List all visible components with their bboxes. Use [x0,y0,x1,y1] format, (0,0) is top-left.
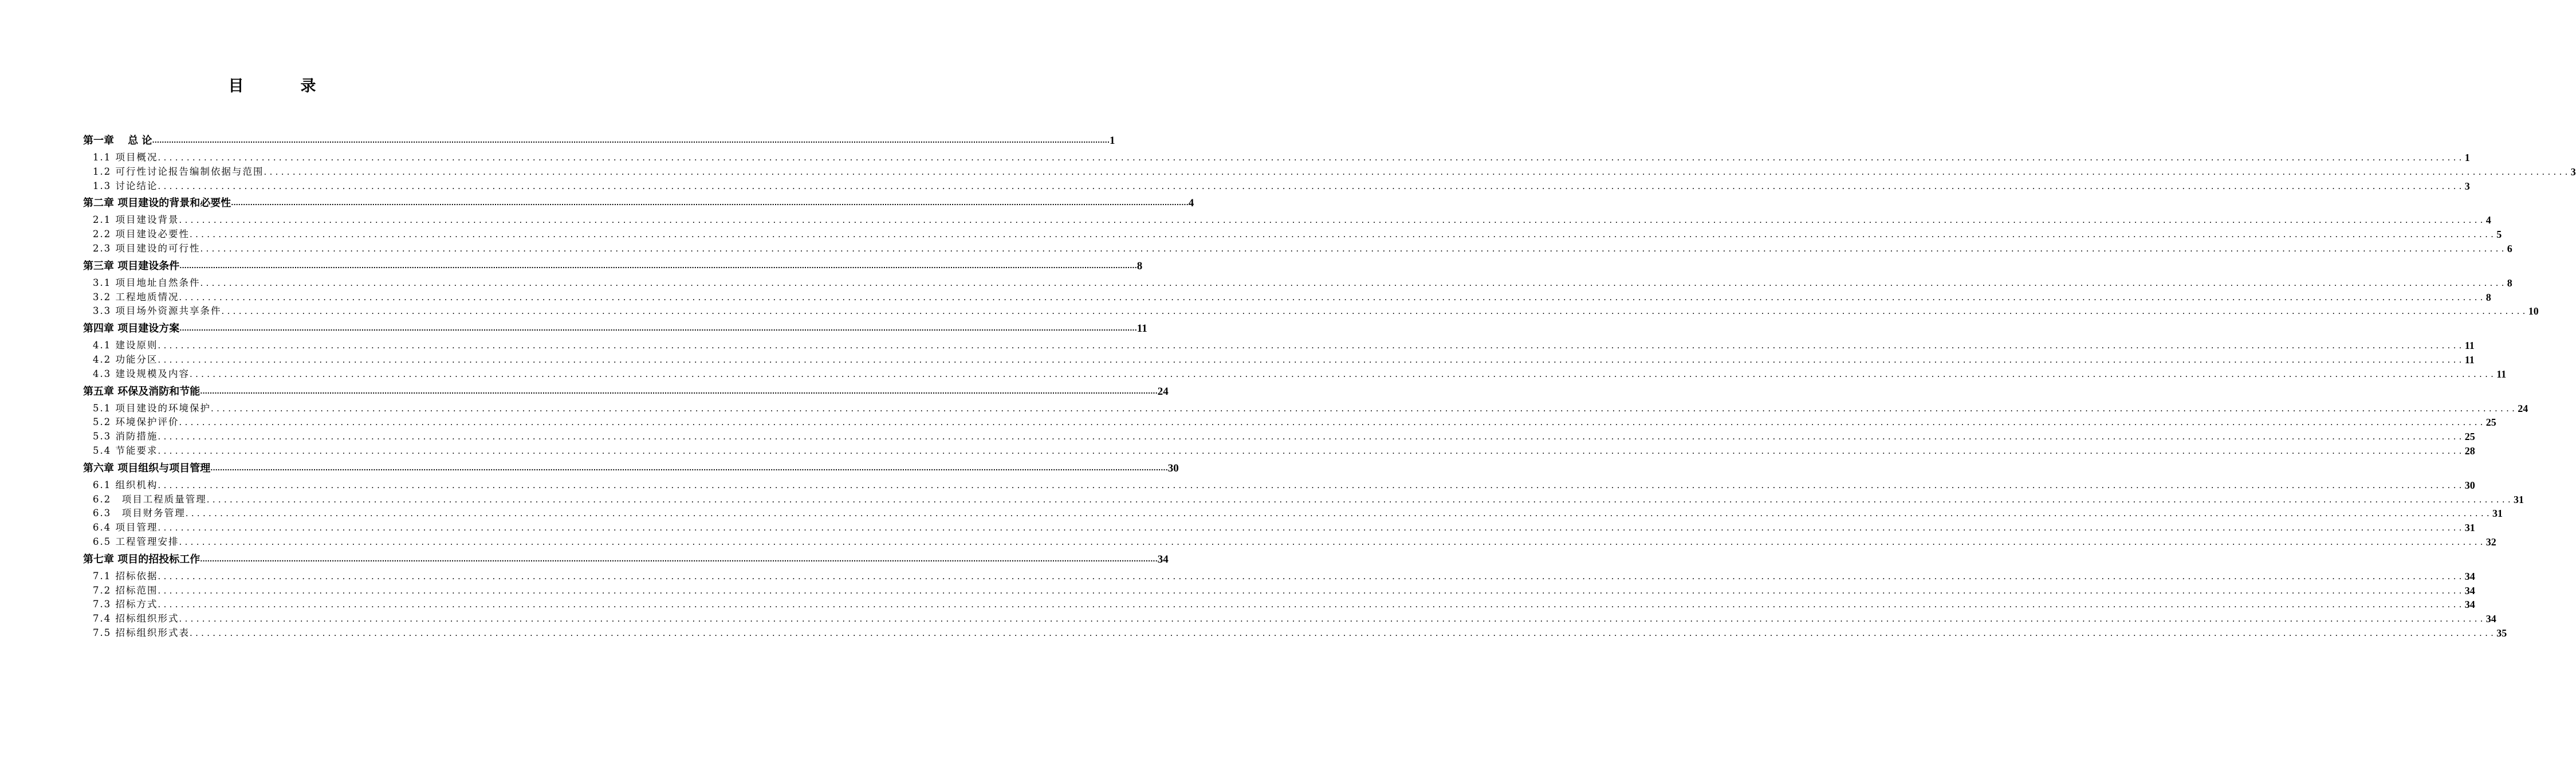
toc-section-entry-label: 2.1 项目建设背景 [93,214,179,226]
dot-leader: ................................................................................................................................................................................................................................................................................................................................................................................................................ [179,292,2486,302]
dot-leader: ................................................................................................................................................................................................................................................................................................................................................................................................................ [200,387,1158,395]
toc-section-entry-label: 3.1 项目地址自然条件 [93,277,200,288]
toc-section-entry[interactable] [83,213,2491,227]
toc-section-entry[interactable] [83,339,2475,353]
toc-chapter-entry-page-number: 24 [1157,385,1169,398]
toc-section-entry-label: 1.1 项目概况 [93,152,158,163]
toc-chapter-entry-label: 第六章 项目组织与项目管理 [83,462,211,474]
dot-leader: ................................................................................................................................................................................................................................................................................................................................................................................................................ [158,431,2465,442]
dot-leader: ................................................................................................................................................................................................................................................................................................................................................................................................................ [158,152,2465,163]
dot-leader: ................................................................................................................................................................................................................................................................................................................................................................................................................ [185,508,2492,519]
toc-section-entry-label: 5.2 环境保护评价 [93,417,179,428]
dot-leader: ................................................................................................................................................................................................................................................................................................................................................................................................................ [158,571,2465,582]
dot-leader: ................................................................................................................................................................................................................................................................................................................................................................................................................ [210,464,1168,472]
toc-chapter-entry-label: 第五章 环保及消防和节能 [83,385,200,398]
toc-section-entry-label: 7.5 招标组织形式表 [93,627,190,638]
toc-section-entry[interactable] [83,584,2475,598]
toc-chapter-entry[interactable] [83,131,1115,151]
toc-section-entry-label: 2.3 项目建设的可行性 [93,242,200,254]
toc-section-entry-page-number: 8 [2485,291,2491,303]
dot-leader: ................................................................................................................................................................................................................................................................................................................................................................................................................ [179,325,1137,333]
toc-section-entry-label: 7.1 招标依据 [93,570,158,582]
toc-section-entry-label: 6.2 项目工程质量管理 [93,493,207,505]
dot-leader: ................................................................................................................................................................................................................................................................................................................................................................................................................ [158,480,2465,490]
dot-leader: ................................................................................................................................................................................................................................................................................................................................................................................................................ [264,166,2571,177]
toc-section-entry-label: 6.5 工程管理安排 [93,536,179,547]
toc-section-entry-page-number: 25 [2485,417,2496,429]
dot-leader: ................................................................................................................................................................................................................................................................................................................................................................................................................ [190,627,2497,638]
toc-chapter-entry[interactable] [83,193,1194,213]
dot-leader: ................................................................................................................................................................................................................................................................................................................................................................................................................ [200,555,1158,563]
toc-chapter-entry-page-number: 11 [1136,323,1147,335]
toc-section-entry-page-number: 11 [2496,368,2507,380]
toc-section-entry-page-number: 5 [2496,229,2502,241]
toc-section-entry-page-number: 31 [2492,508,2503,520]
dot-leader: ................................................................................................................................................................................................................................................................................................................................................................................................................ [158,340,2465,351]
toc-section-entry-label: 3.2 工程地质情况 [93,291,179,302]
toc-section-entry[interactable] [83,598,2475,612]
toc-section-entry[interactable] [83,430,2475,444]
toc-section-entry-label: 6.3 项目财务管理 [93,508,186,519]
dot-leader: ................................................................................................................................................................................................................................................................................................................................................................................................................ [190,229,2497,240]
dot-leader: ................................................................................................................................................................................................................................................................................................................................................................................................................ [200,277,2507,288]
toc-section-entry[interactable] [83,179,2470,194]
dot-leader: ................................................................................................................................................................................................................................................................................................................................................................................................................ [211,403,2518,414]
dot-leader: ................................................................................................................................................................................................................................................................................................................................................................................................................ [158,522,2465,533]
toc-section-entry-page-number: 34 [2464,570,2475,582]
toc-section-entry-label: 4.1 建设原则 [93,340,158,351]
toc-chapter-entry-page-number: 30 [1167,462,1179,474]
toc-section-entry[interactable] [83,290,2491,305]
toc-section-entry-page-number: 31 [2513,493,2524,505]
toc-section-entry-page-number: 25 [2464,431,2475,443]
toc-section-entry-page-number: 28 [2464,445,2475,457]
toc-section-entry-label: 5.4 节能要求 [93,445,158,456]
toc-section-entry-label: 7.2 招标范围 [93,584,158,596]
toc-section-entry-page-number: 6 [2507,242,2512,254]
toc-section-entry[interactable] [83,367,2507,382]
toc-section-entry[interactable] [83,227,2502,242]
toc-section-entry-page-number: 24 [2518,402,2528,414]
toc-section-entry[interactable] [83,242,2512,256]
toc-section-entry-page-number: 34 [2464,584,2475,596]
dot-leader: ................................................................................................................................................................................................................................................................................................................................................................................................................ [221,306,2528,317]
toc-section-entry-label: 3.3 项目场外资源共享条件 [93,305,222,317]
toc-chapter-entry[interactable] [83,382,1169,402]
dot-leader: ................................................................................................................................................................................................................................................................................................................................................................................................................ [206,494,2514,505]
dot-leader: ................................................................................................................................................................................................................................................................................................................................................................................................................ [179,215,2486,226]
toc-chapter-entry-label: 第三章 项目建设条件 [83,260,180,272]
toc-section-entry[interactable] [83,353,2475,367]
toc-section-entry-label: 4.3 建设规模及内容 [93,368,190,379]
toc-section-entry[interactable] [83,276,2512,290]
dot-leader: ................................................................................................................................................................................................................................................................................................................................................................................................................ [200,243,2507,254]
toc-section-entry-label: 2.2 项目建设必要性 [93,229,190,240]
toc-section-entry-page-number: 3 [2570,166,2576,178]
toc-section-entry-page-number: 11 [2464,340,2475,352]
toc-section-entry-label: 1.3 讨论结论 [93,180,158,191]
toc-section-entry-page-number: 32 [2485,536,2496,548]
dot-leader: ................................................................................................................................................................................................................................................................................................................................................................................................................ [158,585,2465,596]
toc-chapter-entry-page-number: 8 [1136,260,1143,272]
toc-section-entry-page-number: 30 [2464,479,2475,491]
dot-leader: ................................................................................................................................................................................................................................................................................................................................................................................................................ [190,368,2497,379]
toc-section-entry-page-number: 3 [2464,180,2470,192]
toc-section-entry-label: 7.3 招标方式 [93,599,158,610]
toc-section-entry[interactable] [83,151,2470,165]
toc-section-entry-label: 5.1 项目建设的环境保护 [93,402,211,414]
toc-section-entry[interactable] [83,506,2503,521]
toc-chapter-entry-page-number: 1 [1110,135,1115,147]
toc-section-entry[interactable] [83,535,2496,549]
toc-section-entry[interactable] [83,569,2475,584]
toc-section-entry[interactable] [83,444,2475,458]
toc-chapter-entry-page-number: 34 [1157,553,1169,565]
dot-leader: ................................................................................................................................................................................................................................................................................................................................................................................................................ [152,137,1110,144]
toc-chapter-entry-label: 第七章 项目的招投标工作 [83,553,200,565]
toc-chapter-entry-label: 第一章 总 论 [83,135,152,147]
table-of-contents [83,131,2576,641]
toc-section-entry-label: 1.2 可行性讨论报告编制依据与范围 [93,166,264,177]
toc-section-entry-page-number: 34 [2464,599,2475,611]
toc-section-entry[interactable] [83,626,2507,641]
toc-section-entry-page-number: 8 [2507,277,2512,289]
dot-leader: ................................................................................................................................................................................................................................................................................................................................................................................................................ [158,180,2465,191]
toc-section-entry[interactable] [83,521,2475,535]
toc-section-entry[interactable] [83,493,2524,507]
toc-chapter-entry-page-number: 4 [1188,197,1194,210]
toc-section-entry-page-number: 4 [2485,214,2491,226]
toc-section-entry-page-number: 11 [2464,353,2475,366]
toc-chapter-entry[interactable] [83,458,1179,478]
toc-chapter-entry-label: 第四章 项目建设方案 [83,323,180,335]
dot-leader: ................................................................................................................................................................................................................................................................................................................................................................................................................ [158,354,2465,365]
toc-chapter-entry-label: 第二章 项目建设的背景和必要性 [83,197,231,210]
toc-section-entry[interactable] [83,165,2576,179]
toc-section-entry[interactable] [83,478,2475,493]
toc-section-entry-page-number: 35 [2496,627,2507,639]
toc-section-entry-label: 5.3 消防措施 [93,431,158,442]
dot-leader: ................................................................................................................................................................................................................................................................................................................................................................................................................ [179,417,2486,428]
toc-section-entry[interactable] [83,402,2528,416]
toc-chapter-entry[interactable] [83,256,1143,276]
toc-section-entry[interactable] [83,304,2539,319]
toc-section-entry-label: 6.1 组织机构 [93,479,158,490]
dot-leader: ................................................................................................................................................................................................................................................................................................................................................................................................................ [231,199,1189,207]
dot-leader: ................................................................................................................................................................................................................................................................................................................................................................................................................ [179,536,2486,547]
toc-section-entry-page-number: 1 [2464,152,2470,163]
dot-leader: ................................................................................................................................................................................................................................................................................................................................................................................................................ [179,262,1137,270]
toc-section-entry-page-number: 34 [2485,613,2496,625]
toc-section-entry-label: 4.2 功能分区 [93,353,158,365]
toc-section-entry-page-number: 31 [2464,522,2475,534]
toc-chapter-entry[interactable] [83,549,1169,569]
toc-section-entry[interactable] [83,612,2496,626]
dot-leader: ................................................................................................................................................................................................................................................................................................................................................................................................................ [158,599,2465,610]
toc-section-entry-label: 7.4 招标组织形式 [93,613,179,624]
toc-section-entry-page-number: 10 [2528,305,2539,317]
toc-section-entry[interactable] [83,415,2496,430]
dot-leader: ................................................................................................................................................................................................................................................................................................................................................................................................................ [158,445,2465,456]
toc-chapter-entry[interactable] [83,319,1147,339]
dot-leader: ................................................................................................................................................................................................................................................................................................................................................................................................................ [179,614,2486,624]
page-title: 目 录 [228,77,337,95]
toc-section-entry-label: 6.4 项目管理 [93,522,158,533]
